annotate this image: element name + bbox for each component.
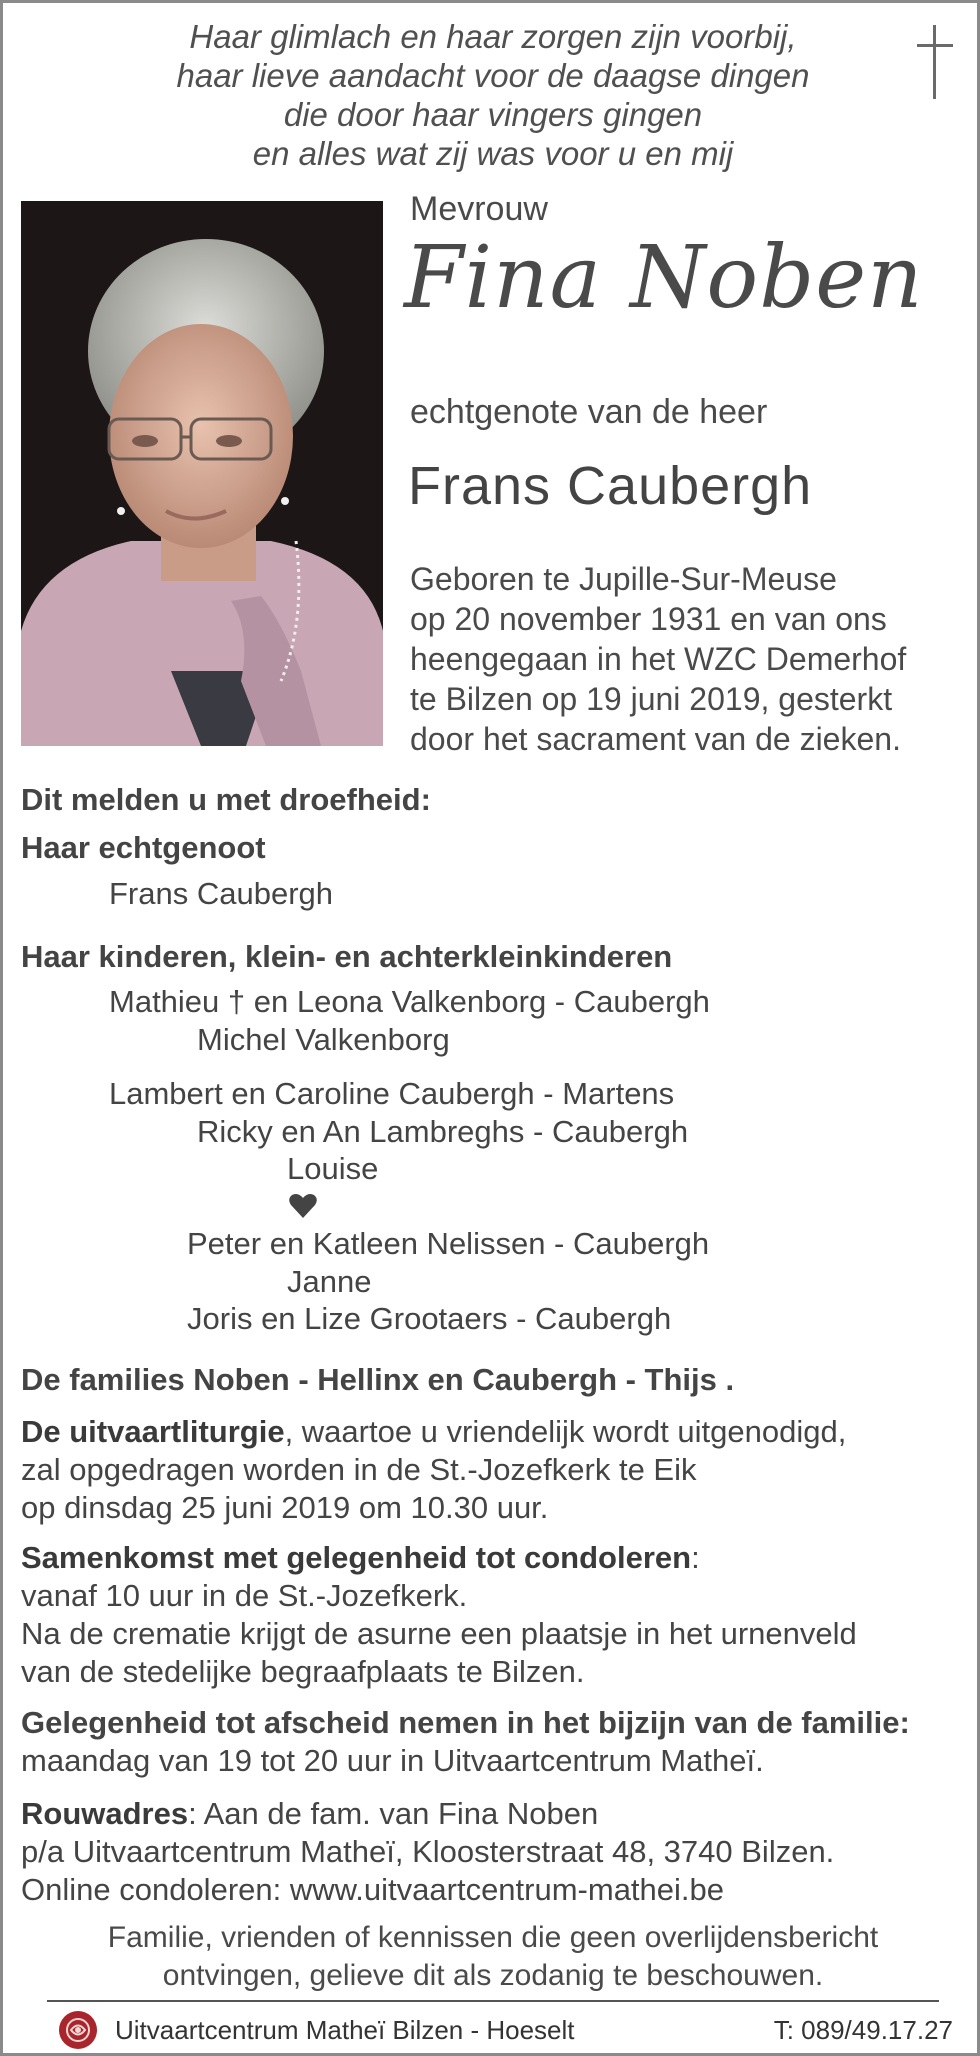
gathering-colon: :	[691, 1540, 700, 1575]
online-condolence: Online condoleren: www.uitvaartcentrum-mathei.be	[21, 1872, 725, 1907]
portrait-photo	[21, 201, 383, 746]
biography	[410, 559, 906, 759]
poem-line: haar lieve aandacht voor de daagse dingen	[176, 57, 810, 94]
footer	[3, 2005, 980, 2053]
family-member: Ricky en An Lambreghs - Caubergh	[197, 1114, 689, 1149]
family-member: Lambert en Caroline Caubergh - Martens	[109, 1076, 675, 1111]
disclaimer-line: ontvingen, gelieve dit als zodanig te beschouwen.	[162, 1959, 824, 1992]
gathering-heading: Samenkomst met gelegenheid tot condoleren	[21, 1540, 692, 1575]
footer-divider	[47, 2000, 939, 2002]
address-heading: Rouwadres	[21, 1796, 189, 1831]
bio-line: te Bilzen op 19 juni 2019, gesterkt	[410, 681, 893, 717]
family-member: Janne	[287, 1264, 372, 1299]
service-line-2: zal opgedragen worden in de St.-Jozefkerk te Eik	[21, 1452, 697, 1487]
bio-line: op 20 november 1931 en van ons	[410, 601, 887, 637]
family-member: Peter en Katleen Nelissen - Caubergh	[187, 1226, 710, 1261]
spouse-name: Frans Caubergh	[408, 456, 813, 516]
families-line: De families Noben - Hellinx en Caubergh - Thijs .	[21, 1362, 735, 1397]
family-member: Louise	[287, 1151, 379, 1186]
family-intro: Dit melden u met droefheid:	[21, 782, 431, 817]
address-line-1	[21, 1795, 598, 1832]
poem	[3, 17, 980, 173]
heart-icon	[289, 1193, 317, 1219]
cross-icon	[915, 25, 955, 99]
service-line-1	[21, 1413, 846, 1450]
children-heading: Haar kinderen, klein- en achterkleinkinderen	[21, 939, 673, 974]
bio-line: heengegaan in het WZC Demerhof	[410, 641, 907, 677]
disclaimer-line: Familie, vrienden of kennissen die geen overlijdensbericht	[107, 1921, 879, 1954]
bio-line: door het sacrament van de zieken.	[410, 721, 901, 757]
service-text: , waartoe u vriendelijk wordt uitgenodigd,	[284, 1414, 847, 1449]
address-line-2: p/a Uitvaartcentrum Matheï, Kloosterstraat 48, 3740 Bilzen.	[21, 1834, 835, 1869]
poem-line: en alles wat zij was voor u en mij	[252, 135, 734, 172]
family-member: Joris en Lize Grootaers - Caubergh	[187, 1301, 672, 1336]
spouse-heading: Haar echtgenoot	[21, 830, 266, 865]
poem-line: Haar glimlach en haar zorgen zijn voorbij,	[189, 18, 797, 55]
disclaimer	[3, 1919, 980, 1995]
gathering-line-2: vanaf 10 uur in de St.-Jozefkerk.	[21, 1578, 468, 1613]
rose-logo-icon	[59, 2011, 97, 2049]
gathering-line-4: van de stedelijke begraafplaats te Bilzen.	[21, 1654, 585, 1689]
deceased-name: Fina Noben	[404, 228, 924, 328]
farewell-line-2: maandag van 19 tot 20 uur in Uitvaartcentrum Matheï.	[21, 1743, 764, 1778]
family-spouse: Frans Caubergh	[109, 876, 334, 911]
family-member: Mathieu † en Leona Valkenborg - Caubergh	[109, 984, 710, 1019]
deceased-title: Mevrouw	[410, 190, 548, 228]
service-heading: De uitvaartliturgie	[21, 1414, 285, 1449]
service-line-3: op dinsdag 25 juni 2019 om 10.30 uur.	[21, 1490, 549, 1525]
gathering-line-1	[21, 1539, 700, 1576]
bio-line: Geboren te Jupille-Sur-Meuse	[410, 561, 837, 597]
family-member: Michel Valkenborg	[197, 1022, 450, 1057]
phone-number: T: 089/49.17.27	[773, 2015, 953, 2045]
farewell-heading: Gelegenheid tot afscheid nemen in het bijzijn van de familie:	[21, 1705, 910, 1740]
company-name: Uitvaartcentrum Matheï Bilzen - Hoeselt	[115, 2015, 575, 2045]
gathering-line-3: Na de crematie krijgt de asurne een plaatsje in het urnenveld	[21, 1616, 857, 1651]
address-text: : Aan de fam. van Fina Noben	[188, 1796, 599, 1831]
poem-line: die door haar vingers gingen	[283, 96, 703, 133]
spouse-intro: echtgenote van de heer	[410, 393, 768, 431]
